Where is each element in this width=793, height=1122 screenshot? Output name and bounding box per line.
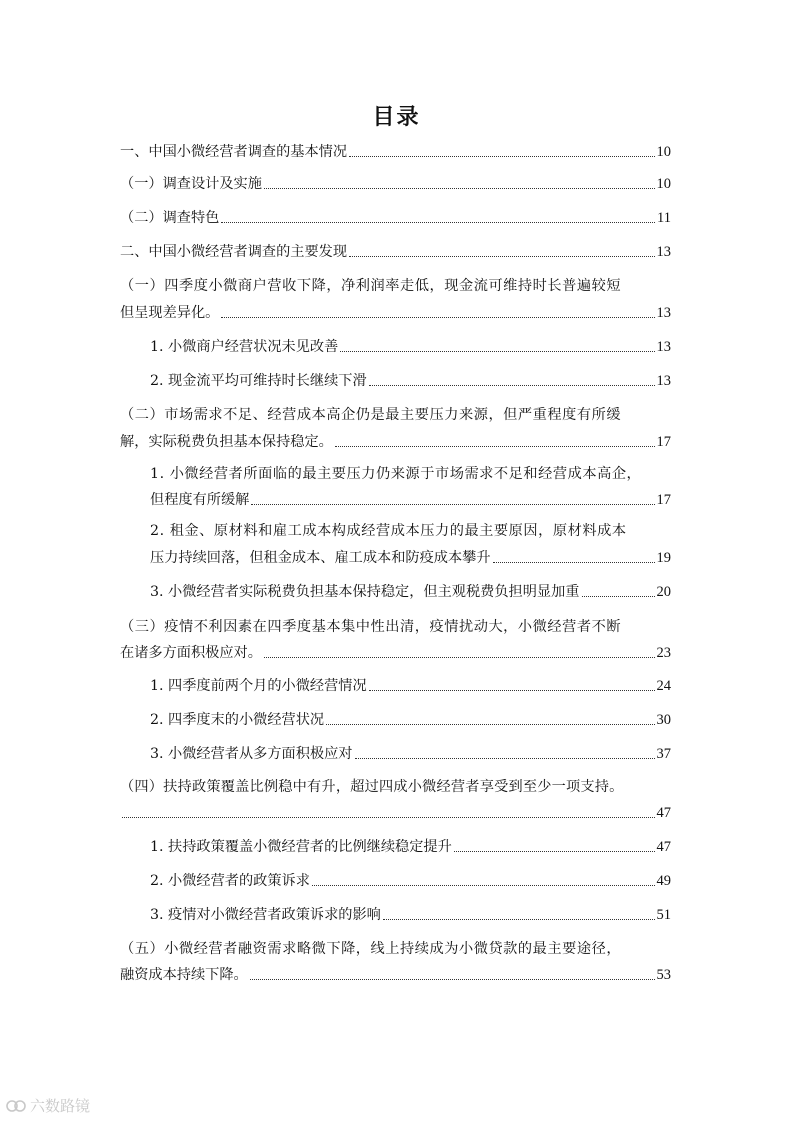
toc-entry[interactable] xyxy=(120,208,671,228)
toc-page-number: 13 xyxy=(656,373,671,389)
toc-entry-text: 2. 小微经营者的政策诉求 xyxy=(150,873,310,889)
toc-page-number: 13 xyxy=(656,339,671,355)
toc-entry-first-line[interactable]: 1. 小微经营者所面临的最主要压力仍来源于市场需求不足和经营成本高企， xyxy=(150,466,642,482)
dot-leader xyxy=(349,256,654,257)
toc-entry[interactable] xyxy=(150,871,671,891)
watermark xyxy=(6,1095,90,1116)
dot-leader xyxy=(250,979,655,980)
toc-page-number: 17 xyxy=(656,492,671,508)
dot-leader xyxy=(340,351,654,352)
toc-page-number: 23 xyxy=(656,645,671,661)
toc-entry[interactable] xyxy=(150,371,671,391)
toc-entry-text: 1. 四季度前两个月的小微经营情况 xyxy=(150,678,367,694)
toc-entry-text: 融资成本持续下降。 xyxy=(120,967,248,983)
dot-leader xyxy=(221,317,654,318)
dot-leader xyxy=(326,724,654,725)
toc-page-number: 17 xyxy=(656,434,671,450)
toc-entry[interactable] xyxy=(150,582,671,602)
toc-page-number: 51 xyxy=(656,907,671,923)
toc-page-number: 13 xyxy=(656,244,671,260)
toc-page-number: 19 xyxy=(656,550,671,566)
toc-entry-first-line[interactable]: （四）扶持政策覆盖比例稳中有升，超过四成小微经营者享受到至少一项支持。 xyxy=(120,779,624,795)
toc-entry-text: 2. 四季度末的小微经营状况 xyxy=(150,712,325,728)
toc-page-number: 30 xyxy=(656,712,671,728)
toc-entry-text: 但程度有所缓解 xyxy=(150,492,250,508)
toc-entry[interactable] xyxy=(120,432,671,452)
toc-entry[interactable] xyxy=(120,643,671,663)
toc-entry-text: 1. 小微商户经营状况未见改善 xyxy=(150,339,339,355)
toc-page-number: 47 xyxy=(656,805,671,821)
toc-entry[interactable] xyxy=(120,303,671,323)
toc-entry[interactable] xyxy=(150,548,671,568)
dot-leader xyxy=(355,758,655,759)
dot-leader xyxy=(349,156,654,157)
toc-entry[interactable] xyxy=(120,965,671,985)
toc-entry[interactable] xyxy=(120,242,671,262)
toc-page-number: 20 xyxy=(656,584,671,600)
toc-page-number: 10 xyxy=(656,176,671,192)
toc-entry-first-line[interactable]: （一）四季度小微商户营收下降，净利润率走低，现金流可维持时长普遍较短 xyxy=(120,278,622,294)
dot-leader xyxy=(383,919,655,920)
watermark-logo-icon xyxy=(6,1098,26,1114)
toc-page-number: 37 xyxy=(656,746,671,762)
toc-page-number: 10 xyxy=(656,144,671,160)
dot-leader xyxy=(369,690,655,691)
dot-leader xyxy=(251,504,654,505)
toc-entry[interactable] xyxy=(150,744,671,764)
toc-page-number: 11 xyxy=(657,210,671,226)
page-title: 目录 xyxy=(372,105,421,130)
toc-entry-text: 但呈现差异化。 xyxy=(120,305,220,321)
toc-entry[interactable] xyxy=(120,142,671,162)
dot-leader xyxy=(369,385,655,386)
dot-leader xyxy=(493,562,655,563)
toc-entry-text: 一、中国小微经营者调查的基本情况 xyxy=(120,144,348,160)
toc-entry-text: 二、中国小微经营者调查的主要发现 xyxy=(120,244,348,260)
toc-page-number: 53 xyxy=(656,967,671,983)
dot-leader xyxy=(312,885,655,886)
dot-leader xyxy=(221,222,655,223)
toc-entry-text: 1. 扶持政策覆盖小微经营者的比例继续稳定提升 xyxy=(150,839,452,855)
toc-page-number: 49 xyxy=(656,873,671,889)
toc-entry[interactable] xyxy=(120,174,671,194)
toc-entry[interactable] xyxy=(150,710,671,730)
dot-leader xyxy=(582,596,655,597)
toc-entry-first-line[interactable]: （二）市场需求不足、经营成本高企仍是最主要压力来源，但严重程度有所缓 xyxy=(120,407,622,423)
toc-entry[interactable] xyxy=(150,337,671,357)
toc-entry-first-line[interactable]: （三）疫情不利因素在四季度基本集中性出清，疫情扰动大，小微经营者不断 xyxy=(120,619,622,635)
toc-entry-text: 压力持续回落，但租金成本、雇工成本和防疫成本攀升 xyxy=(150,550,491,566)
toc-entry-text: （一）调查设计及实施 xyxy=(120,176,262,192)
toc-entry-first-line[interactable]: （五）小微经营者融资需求略微下降，线上持续成为小微贷款的最主要途径， xyxy=(120,941,622,957)
toc-entry-text: 在诸多方面积极应对。 xyxy=(120,645,262,661)
toc-entry[interactable] xyxy=(150,905,671,925)
dot-leader xyxy=(454,851,655,852)
toc-entry[interactable] xyxy=(150,490,671,510)
toc-page-number: 13 xyxy=(656,305,671,321)
toc-entry-text: 3. 疫情对小微经营者政策诉求的影响 xyxy=(150,907,381,923)
dot-leader xyxy=(335,446,655,447)
toc-entry-text: 3. 小微经营者从多方面积极应对 xyxy=(150,746,353,762)
toc-page-number: 47 xyxy=(656,839,671,855)
watermark-text: 六数路镜 xyxy=(30,1097,91,1115)
toc-entry[interactable] xyxy=(150,837,671,857)
dot-leader xyxy=(264,657,655,658)
dot-leader xyxy=(264,188,655,189)
toc-entry[interactable] xyxy=(150,676,671,696)
toc-entry-text: 3. 小微经营者实际税费负担基本保持稳定，但主观税费负担明显加重 xyxy=(150,584,580,600)
toc-entry[interactable] xyxy=(120,803,671,823)
toc-entry-text: 解，实际税费负担基本保持稳定。 xyxy=(120,434,333,450)
dot-leader xyxy=(122,817,655,818)
toc-entry-text: 2. 现金流平均可维持时长继续下滑 xyxy=(150,373,367,389)
toc-entry-first-line[interactable]: 2. 租金、原材料和雇工成本构成经营成本压力的最主要原因，原材料成本 xyxy=(150,523,627,539)
toc-page-number: 24 xyxy=(656,678,671,694)
toc-entry-text: （二）调查特色 xyxy=(120,210,220,226)
